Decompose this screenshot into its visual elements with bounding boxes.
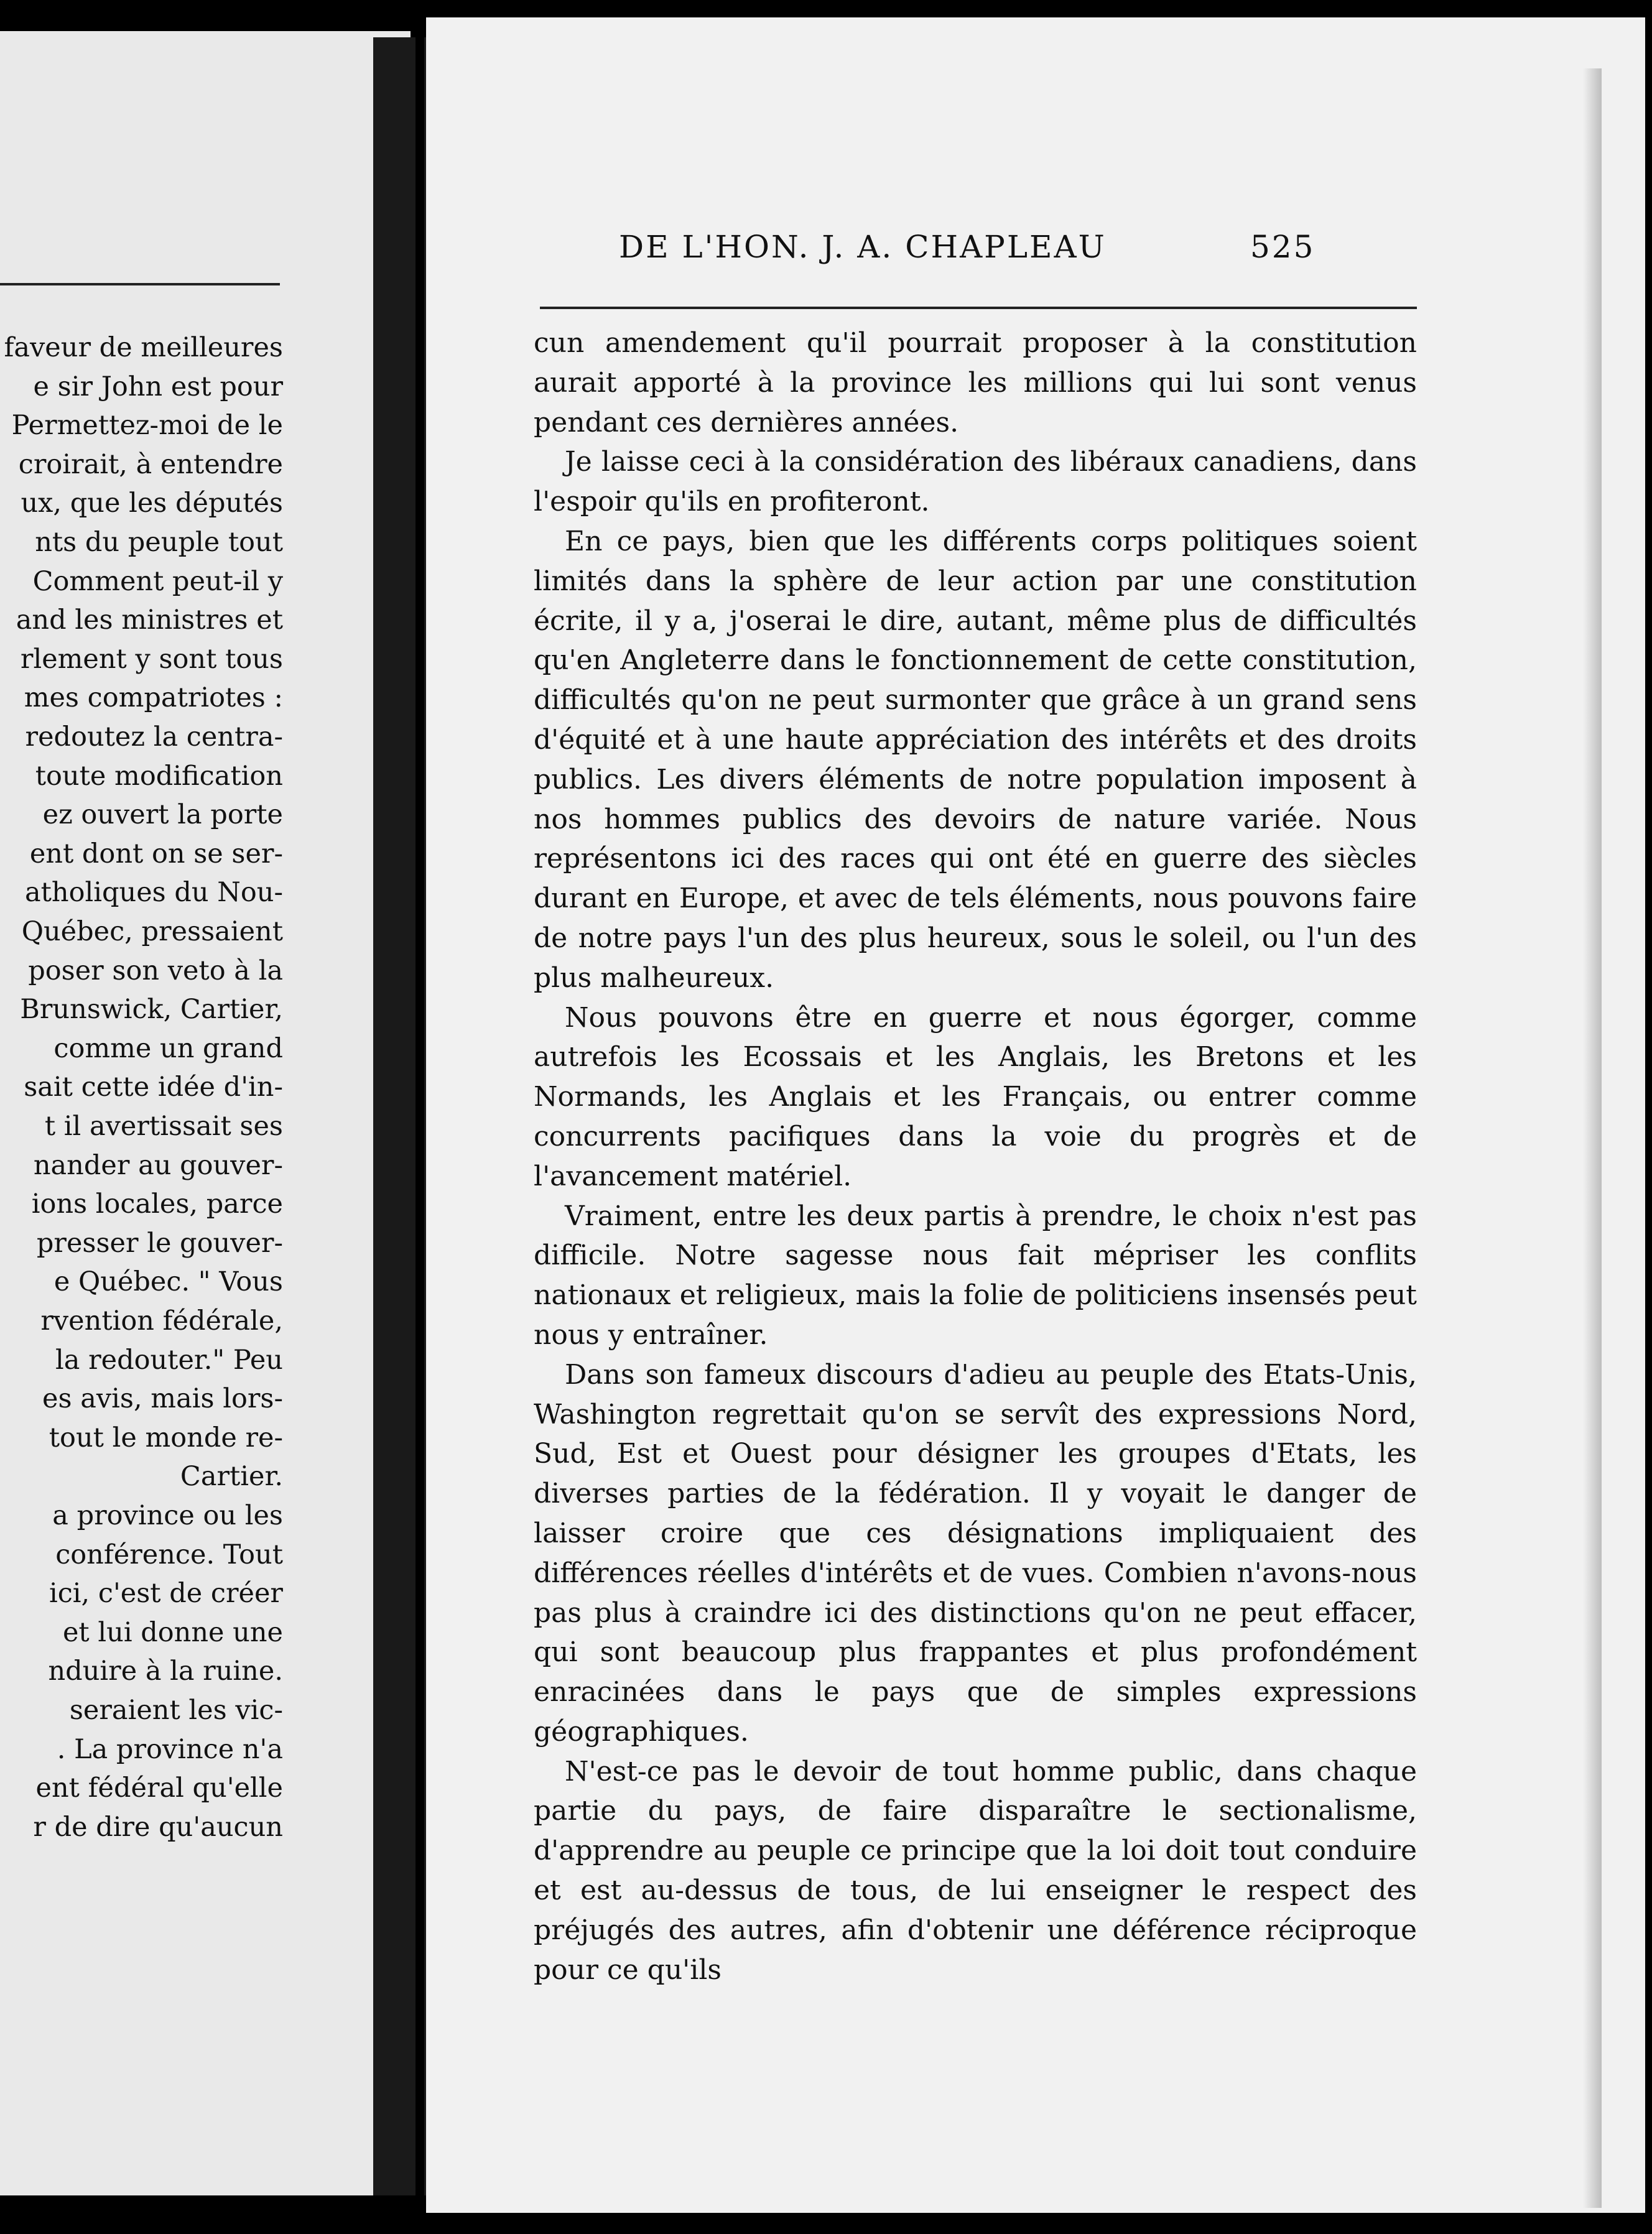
paragraph: Vraiment, entre les deux partis à prendre, le choix n'est pas difficile. Notre sagesse nous fait mépriser les conflits nationaux et religieux, mais la folie de politiciens insensés peut nous y entraîner. <box>534 1200 1417 1351</box>
left-page-line: and les ministres et <box>16 605 283 636</box>
paragraph: Je laisse ceci à la considération des libéraux canadiens, dans l'espoir qu'ils en profiteront. <box>534 446 1417 518</box>
left-page-line: faveur de meilleures <box>4 332 283 363</box>
left-page-line: Comment peut-il y <box>32 565 283 597</box>
left-page-line: tout le monde re- <box>49 1422 283 1453</box>
left-page-line: ions locales, parce <box>31 1189 283 1220</box>
left-page-line: ent fédéral qu'elle <box>35 1773 283 1804</box>
left-page-line: rlement y sont tous <box>20 643 283 675</box>
left-page-line: Québec, pressaient <box>21 916 283 947</box>
left-page-line: ux, que les députés <box>21 488 283 519</box>
left-page-header-rule <box>0 283 280 285</box>
left-page-line: rvention fédérale, <box>40 1305 283 1337</box>
left-page-line: seraient les vic- <box>69 1695 283 1726</box>
left-page-line: mes compatriotes : <box>24 682 283 714</box>
left-facing-page <box>0 31 411 2195</box>
left-page-line: e sir John est pour <box>33 371 283 402</box>
left-page-line: nander au gouver- <box>33 1149 283 1181</box>
left-page-line: sait cette idée d'in- <box>24 1072 283 1103</box>
left-page-line: et lui donne une <box>62 1616 283 1648</box>
paragraph: cun amendement qu'il pourrait proposer à la constitution aurait apporté à la province les millions qui lui sont venus pendant ces dernières années. <box>534 327 1417 438</box>
left-page-line: ent dont on se ser- <box>29 838 283 869</box>
left-page-line: conférence. Tout <box>55 1539 283 1570</box>
left-page-line: croirait, à entendre <box>18 448 283 480</box>
left-page-line: t il avertissait ses <box>44 1111 283 1142</box>
left-page-line: e Québec. " Vous <box>53 1266 283 1298</box>
running-title: DE L'HON. J. A. CHAPLEAU <box>619 229 1107 265</box>
left-page-line: ez ouvert la porte <box>42 799 283 831</box>
left-page-line: es avis, mais lors- <box>42 1383 283 1415</box>
page-edge-shadow <box>1583 68 1602 2208</box>
left-page-line: atholiques du Nou- <box>24 877 283 909</box>
left-page-line: r de dire qu'aucun <box>33 1811 283 1843</box>
left-page-line: poser son veto à la <box>28 955 283 986</box>
left-page-line: . La province n'a <box>57 1733 283 1765</box>
left-page-line: ici, c'est de créer <box>49 1578 283 1610</box>
paragraph: En ce pays, bien que les différents corps politiques soient limités dans la sphère de leur action par une constitution écrite, il y a, j'oserai le dire, autant, même plus de difficultés qu'en Angleterre dans le fonctionnement de cette constitution, difficultés qu'on ne peut surmonter que grâce à un grand sens d'équité et à une haute appréciation des intérêts et des droits publics. Les divers éléments de notre population imposent à nos hommes publics des devoirs de nature variée. Nous représentons ici des races qui ont été en guerre des siècles durant en Europe, et avec de tels éléments, nous pouvons faire de notre pays l'un des plus heureux, sous le soleil, ou l'un des plus malheureux. <box>534 525 1417 994</box>
paragraph: Dans son fameux discours d'adieu au peuple des Etats-Unis, Washington regrettait qu'on se servît des expressions Nord, Sud, Est et Ouest pour désigner les groupes d'Etats, les diverses parties de la fédération. Il y voyait le danger de laisser croire que ces désignations impliquaient des différences réelles d'intérêts et de vues. Combien n'avons-nous pas plus à craindre ici des distinctions qu'on ne peut effacer, qui sont beaucoup plus frappantes et plus profondément enracinées dans le pays que de simples expressions géographiques. <box>534 1358 1417 1748</box>
left-page-line: comme un grand <box>53 1032 283 1064</box>
paragraph: Nous pouvons être en guerre et nous égorger, comme autrefois les Ecossais et les Anglais, les Bretons et les Normands, les Anglais et les Français, ou entrer comme concurrents pacifiques dans la voie du progrès et de l'avancement matériel. <box>534 1001 1417 1192</box>
left-page-line: toute modification <box>35 760 283 792</box>
book-spine-shadow <box>415 34 424 2199</box>
left-page-line: a province ou les <box>52 1500 283 1531</box>
left-page-line: redoutez la centra- <box>25 721 283 753</box>
header-rule <box>540 307 1417 309</box>
left-page-line: nts du peuple tout <box>35 527 283 558</box>
page-number: 525 <box>1250 229 1316 265</box>
left-page-line: Brunswick, Cartier, <box>20 994 283 1026</box>
left-page-line: Cartier. <box>180 1461 283 1493</box>
left-page-line: nduire à la ruine. <box>48 1656 283 1687</box>
paragraph: N'est-ce pas le devoir de tout homme public, dans chaque partie du pays, de faire disparaître le sectionalisme, d'apprendre au peuple ce principe que la loi doit tout conduire et est au-dessus de tous, de lui enseigner le respect des préjugés des autres, afin d'obtenir une déférence réciproque pour ce qu'ils <box>534 1755 1417 1986</box>
left-page-line: la redouter." Peu <box>55 1344 283 1376</box>
left-page-line: Permettez-moi de le <box>11 410 283 442</box>
body-text <box>534 323 1417 1990</box>
left-page-line: presser le gouver- <box>36 1227 283 1259</box>
